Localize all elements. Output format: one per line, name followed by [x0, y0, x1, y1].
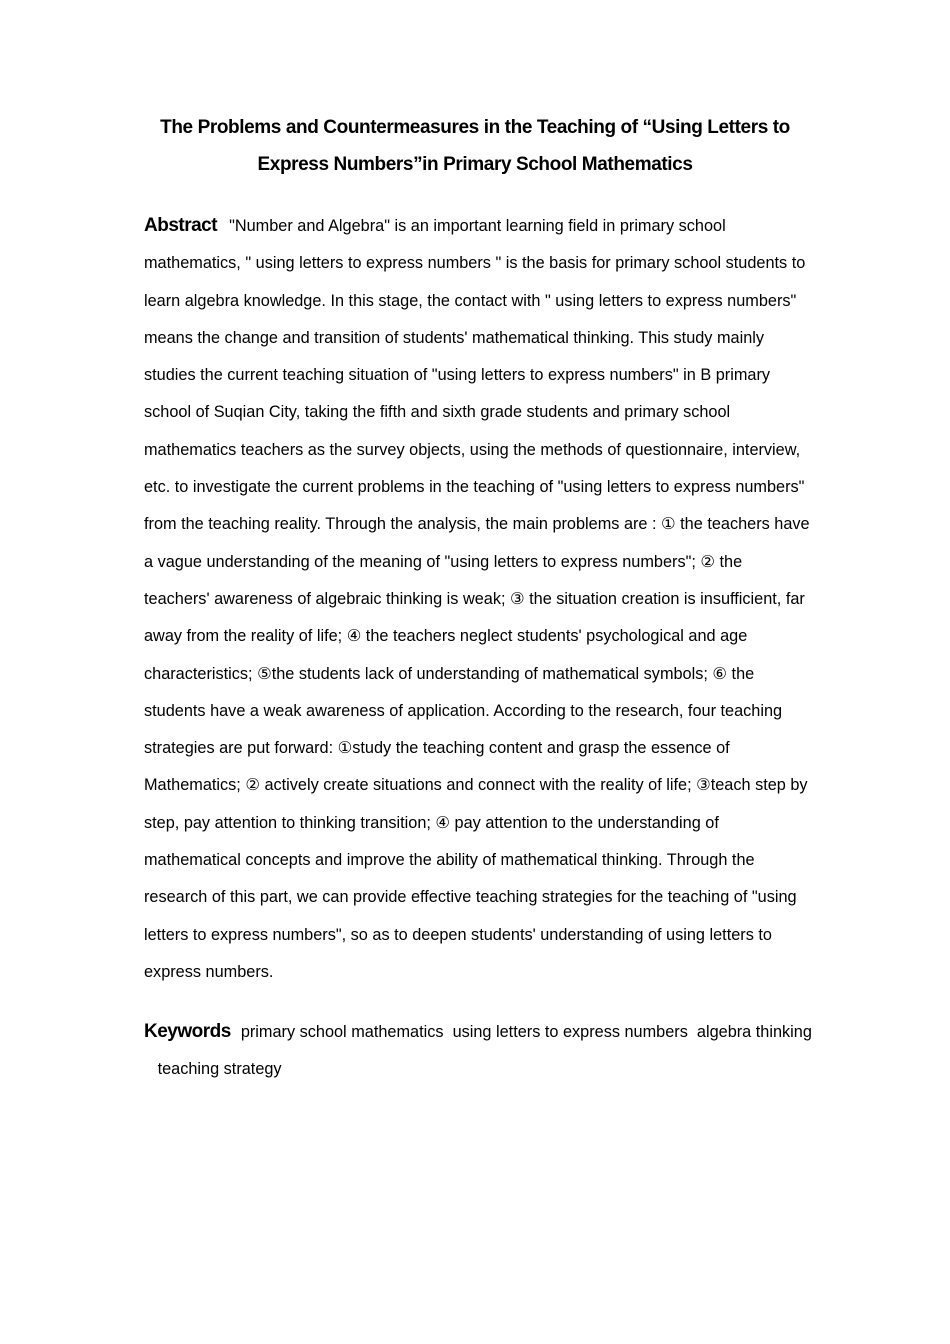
keyword-item: teaching strategy [157, 1060, 282, 1079]
title-line-1: The Problems and Countermeasures in the Teaching of “Using Letters to [160, 117, 790, 138]
keyword-item: primary school mathematics [240, 1023, 444, 1041]
abstract-label: Abstract [144, 215, 218, 236]
keywords-section [144, 1013, 812, 1089]
keyword-item: algebra thinking [696, 1023, 812, 1041]
title-line-2: Express Numbers”in Primary School Mathematics [257, 154, 693, 175]
keyword-item: using letters to express numbers [452, 1023, 688, 1041]
abstract-section [144, 207, 812, 991]
abstract-text: "Number and Algebra" is an important learning field in primary school mathematics, " using letters to express numbers " is the basis for primary school students to learn algebra knowledge. In this stage, the contact with " using letters to express numbers" means the change and transition of students' mathematical thinking. This study mainly studies the current teaching situation of "using letters to express numbers" in B primary school of Suqian City, taking the fifth and sixth grade students and primary school mathematics teachers as the survey objects, using the methods of questionnaire, interview, etc. to investigate the current problems in the teaching of "using letters to express numbers" from the teaching reality. Through the analysis, the main problems are : ① the teachers have a vague understanding of the meaning of "using letters to express numbers"; ② the teachers' awareness of algebraic thinking is weak; ③ the situation creation is insufficient, far away from the reality of life; ④ the teachers neglect students' psychological and age characteristics; ⑤the students lack of understanding of mathematical symbols; ⑥ the students have a weak awareness of application. According to the research, four teaching strategies are put forward: ①study the teaching content and grasp the essence of Mathematics; ② actively create situations and connect with the reality of life; ③teach step by step, pay attention to thinking transition; ④ pay attention to the understanding of mathematical concepts and improve the ability of mathematical thinking. Through the research of this part, we can provide effective teaching strategies for the teaching of "using letters to express numbers", so as to deepen students' understanding of using letters to express numbers. [144, 217, 810, 981]
keywords-label: Keywords [144, 1021, 231, 1042]
paper-title [120, 109, 830, 183]
